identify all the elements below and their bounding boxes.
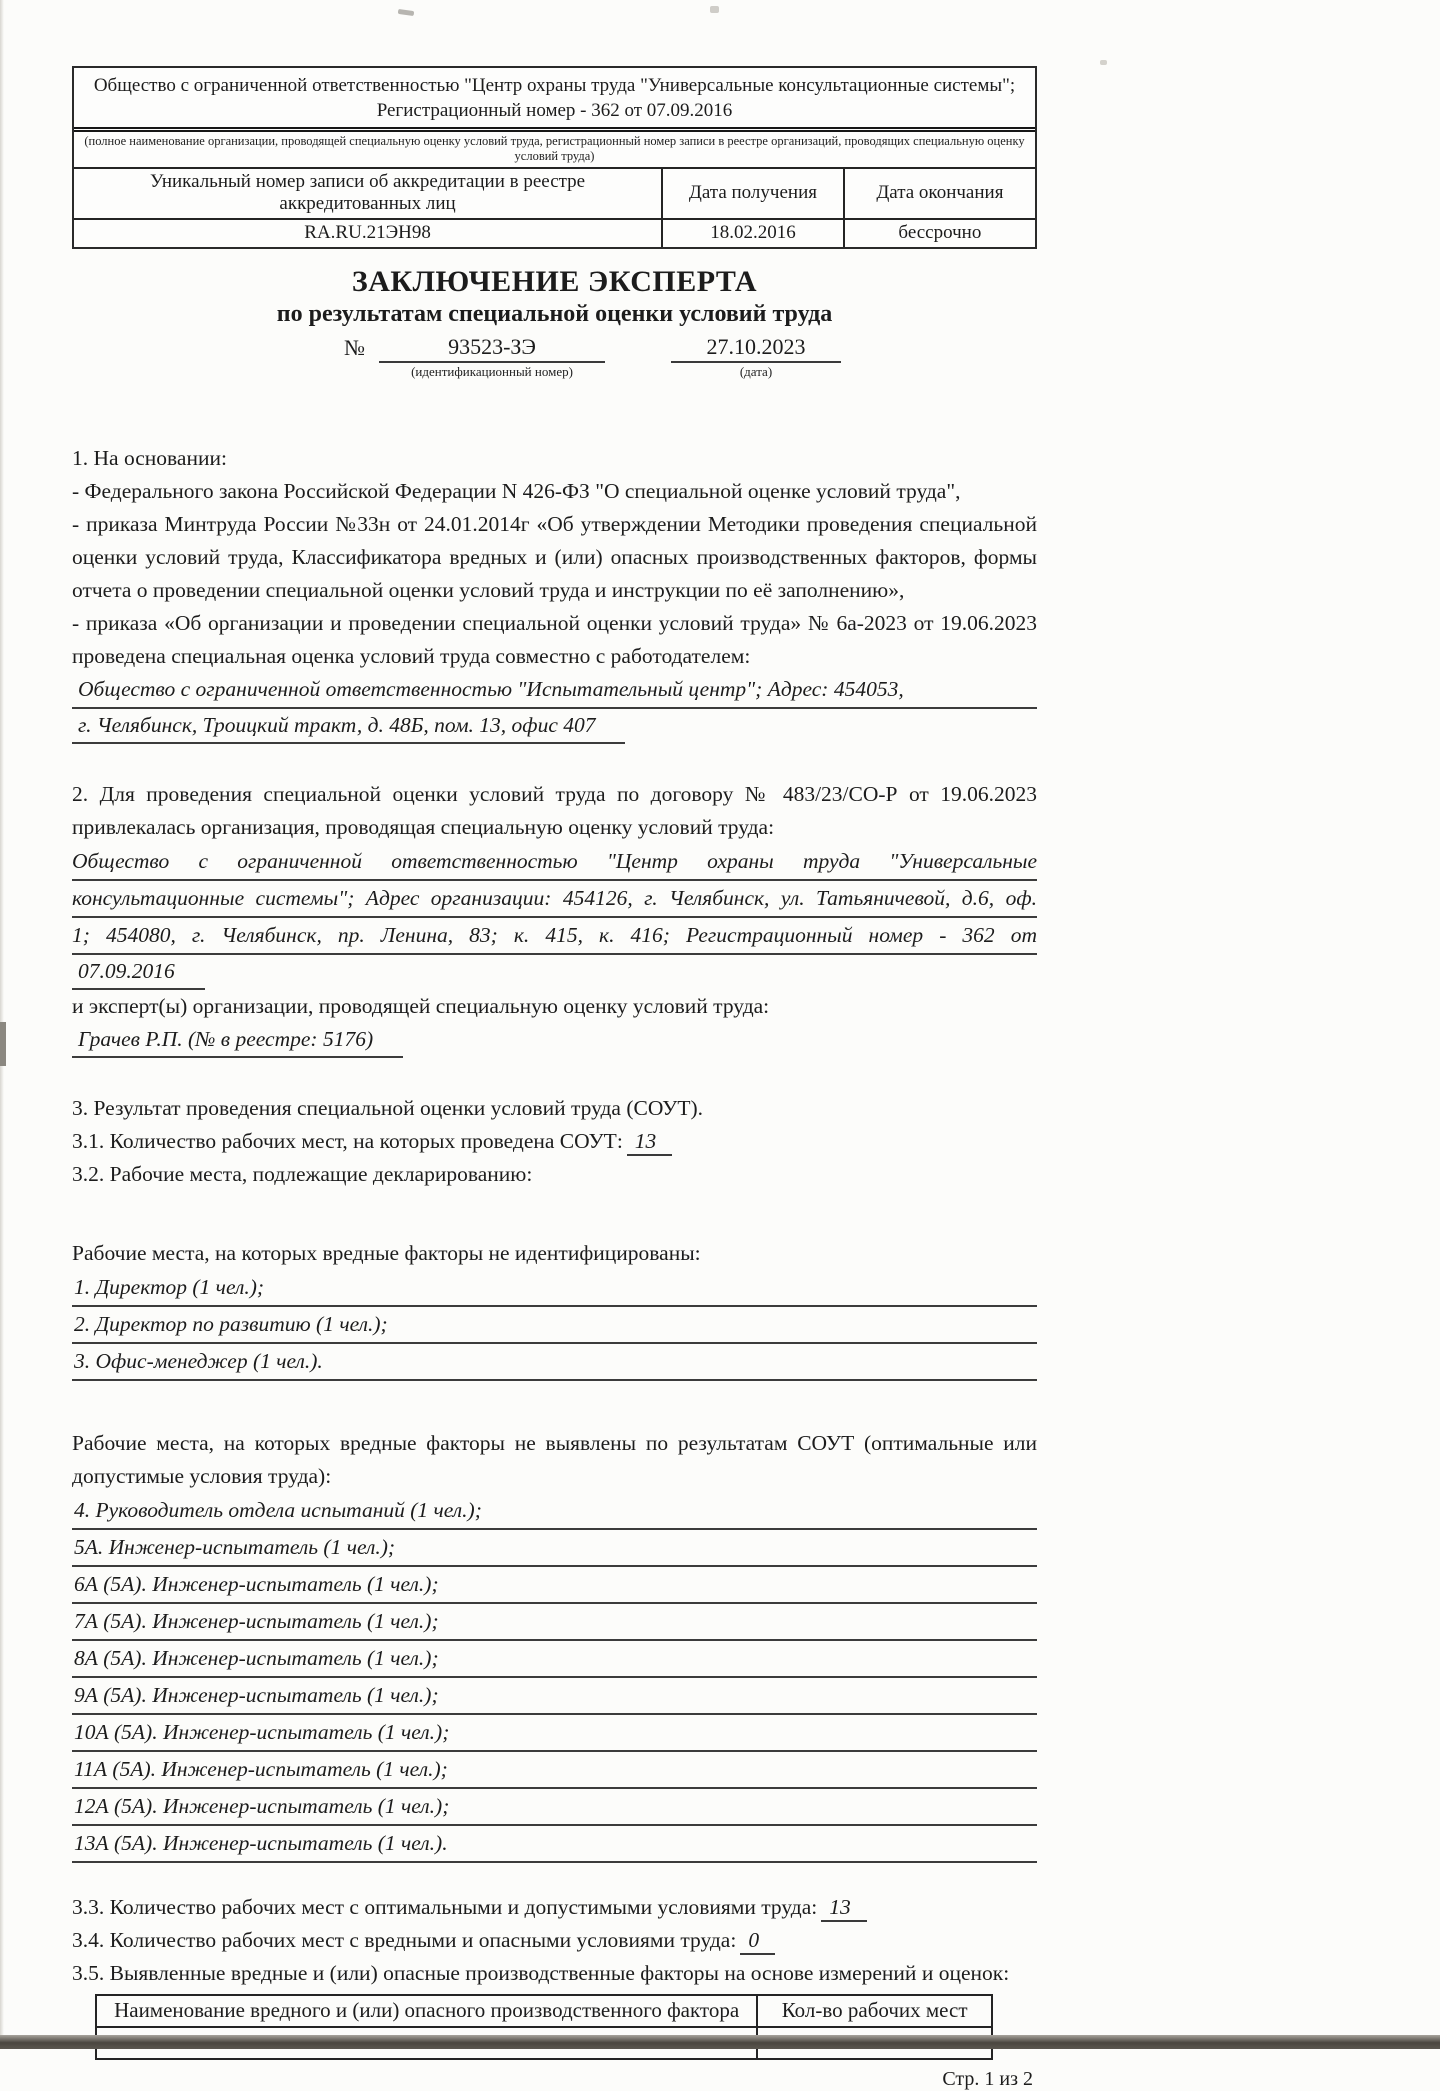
harmful-count-label: 3.4. Количество рабочих мест с вредными и опасными условиями труда: [72,1928,737,1953]
date-value: 27.10.2023 [671,334,841,363]
document-subtitle: по результатам специальной оценки условий труда [276,301,833,328]
sout-org-line4: 07.09.2016 [72,955,205,990]
accr-number-value: RA.RU.21ЭН98 [74,219,662,247]
org-name-caption: (полное наименование организации, проводящей специальную оценку условий труда, регистрационный номер записи в реестре организаций, проводящих специальную оценку условий труда) [74,132,1035,169]
id-number-caption: (идентификационный номер) [411,364,573,380]
page-footer: Стр. 1 из 2 [942,2068,1033,2091]
header-org-box [72,66,1037,249]
scan-speck [1100,60,1107,65]
scan-edge-shadow [0,0,4,2035]
number-sign: № [344,335,365,361]
harmful-count-value: 0 [740,1927,775,1955]
factors-col2-header: Кол-во рабочих мест [757,1995,992,2027]
date-caption: (дата) [739,364,773,380]
id-number-field [379,334,605,380]
id-number-value: 93523-ЗЭ [379,334,605,363]
harmful-count-line [72,1924,1037,1957]
optimal-count-label: 3.3. Количество рабочих мест с оптимальными и допустимыми условиями труда: [72,1895,818,1920]
sout-org-line3: 1; 454080, г. Челябинск, пр. Ленина, 83; к. 415, к. 416; Регистрационный номер - 362 от [72,918,1037,955]
sout-org-line2: консультационные системы"; Адрес организации: 454126, г. Челябинск, ул. Татьяничевой, д.6, оф. [72,881,1037,918]
accr-col2-header: Дата получения [662,169,844,219]
scan-speck [710,6,719,13]
declaration-line: 3.2. Рабочие места, подлежащие декларированию: [72,1162,533,1187]
employer-name-line1: Общество с ограниченной ответственностью "Испытательный центр"; Адрес: 454053, [72,673,1037,709]
not-detected-intro: Рабочие места, на которых вредные факторы не выявлены по результатам СОУТ (оптимальные или допустимые условия труда): [72,1431,1037,1489]
workplaces-assessed-line [72,1125,1037,1158]
optimal-count-value: 13 [821,1894,867,1922]
employer-name-line2: г. Челябинск, Троицкий тракт, д. 48Б, пом. 13, офис 407 [72,709,625,744]
document-page [72,66,1037,2091]
experts-intro: и эксперт(ы) организации, проводящей специальную оценку условий труда: [72,994,770,1019]
not-identified-intro: Рабочие места, на которых вредные факторы не идентифицированы: [72,1241,701,1266]
section2-intro: 2. Для проведения специальной оценки условий труда по договору № 483/23/СО-Р от 19.06.2023 привлекалась организация, проводящая специальную оценку условий труда: [72,782,1037,840]
accr-col3-header: Дата окончания [844,169,1035,219]
scan-speck [0,1022,6,1066]
factors-col1-header: Наименование вредного и (или) опасного производственного фактора [96,1995,757,2027]
document-title: ЗАКЛЮЧЕНИЕ ЭКСПЕРТА [351,265,758,299]
accreditation-table [74,169,1035,247]
basis-item-3: - приказа «Об организации и проведении специальной оценки условий труда» № 6а-2023 от 19.06.2023 проведена специальная оценка условий труда совместно с работодателем: [72,611,1037,669]
section1-heading: 1. На основании: [72,446,227,471]
workplace-entry-11a: 11А (5А). Инженер-испытатель (1 чел.); [72,1752,1037,1789]
workplace-entry-2: 2. Директор по развитию (1 чел.); [72,1307,1037,1344]
accr-col1-header: Уникальный номер записи об аккредитации в реестре аккредитованных лиц [74,169,662,219]
workplace-entry-6a: 6А (5А). Инженер-испытатель (1 чел.); [72,1567,1037,1604]
date-field [671,334,841,380]
workplace-entry-10a: 10А (5А). Инженер-испытатель (1 чел.); [72,1715,1037,1752]
optimal-count-line [72,1891,1037,1924]
basis-item-1: - Федерального закона Российской Федерации N 426-ФЗ "О специальной оценке условий труда", [72,479,961,504]
accr-date-received: 18.02.2016 [662,219,844,247]
workplace-entry-3: 3. Офис-менеджер (1 чел.). [72,1344,1037,1381]
accr-date-end: бессрочно [898,222,982,244]
basis-item-2: - приказа Минтруда России №33н от 24.01.2014г «Об утверждении Методики проведения специальной оценки условий труда, Классификатора вредных и (или) опасных производственных факторов, формы отчета о проведении специальной оценки условий труда и инструкции по её заполнению», [72,512,1037,603]
factors-intro: 3.5. Выявленные вредные и (или) опасные производственные факторы на основе измерений и оценок: [72,1961,1010,1986]
scan-bottom-edge [0,2035,1440,2049]
workplace-entry-4: 4. Руководитель отдела испытаний (1 чел.); [72,1493,1037,1530]
factors-table [95,1994,993,2060]
workplace-entry-5a: 5А. Инженер-испытатель (1 чел.); [72,1530,1037,1567]
workplace-entry-12a: 12А (5А). Инженер-испытатель (1 чел.); [72,1789,1037,1826]
workplaces-assessed-value: 13 [627,1128,673,1156]
workplace-entry-13a: 13А (5А). Инженер-испытатель (1 чел.). [72,1826,1037,1863]
org-name: Общество с ограниченной ответственностью "Центр охраны труда "Универсальные консультационные системы"; Регистрационный номер - 362 от 07.09.2016 [93,75,1016,121]
workplaces-assessed-label: 3.1. Количество рабочих мест, на которых проведена СОУТ: [72,1129,623,1154]
workplace-entry-7a: 7А (5А). Инженер-испытатель (1 чел.); [72,1604,1037,1641]
section3-heading: 3. Результат проведения специальной оценки условий труда (СОУТ). [72,1096,704,1121]
expert-name: Грачев Р.П. (№ в реестре: 5176) [72,1023,403,1058]
workplace-entry-8a: 8А (5А). Инженер-испытатель (1 чел.); [72,1641,1037,1678]
workplace-entry-1: 1. Директор (1 чел.); [72,1270,1037,1307]
sout-org-line1: Общество с ограниченной ответственностью "Центр охраны труда "Универсальные [72,844,1037,881]
scan-speck [398,9,415,16]
document-number-row [344,334,1037,380]
workplace-entry-9a: 9А (5А). Инженер-испытатель (1 чел.); [72,1678,1037,1715]
